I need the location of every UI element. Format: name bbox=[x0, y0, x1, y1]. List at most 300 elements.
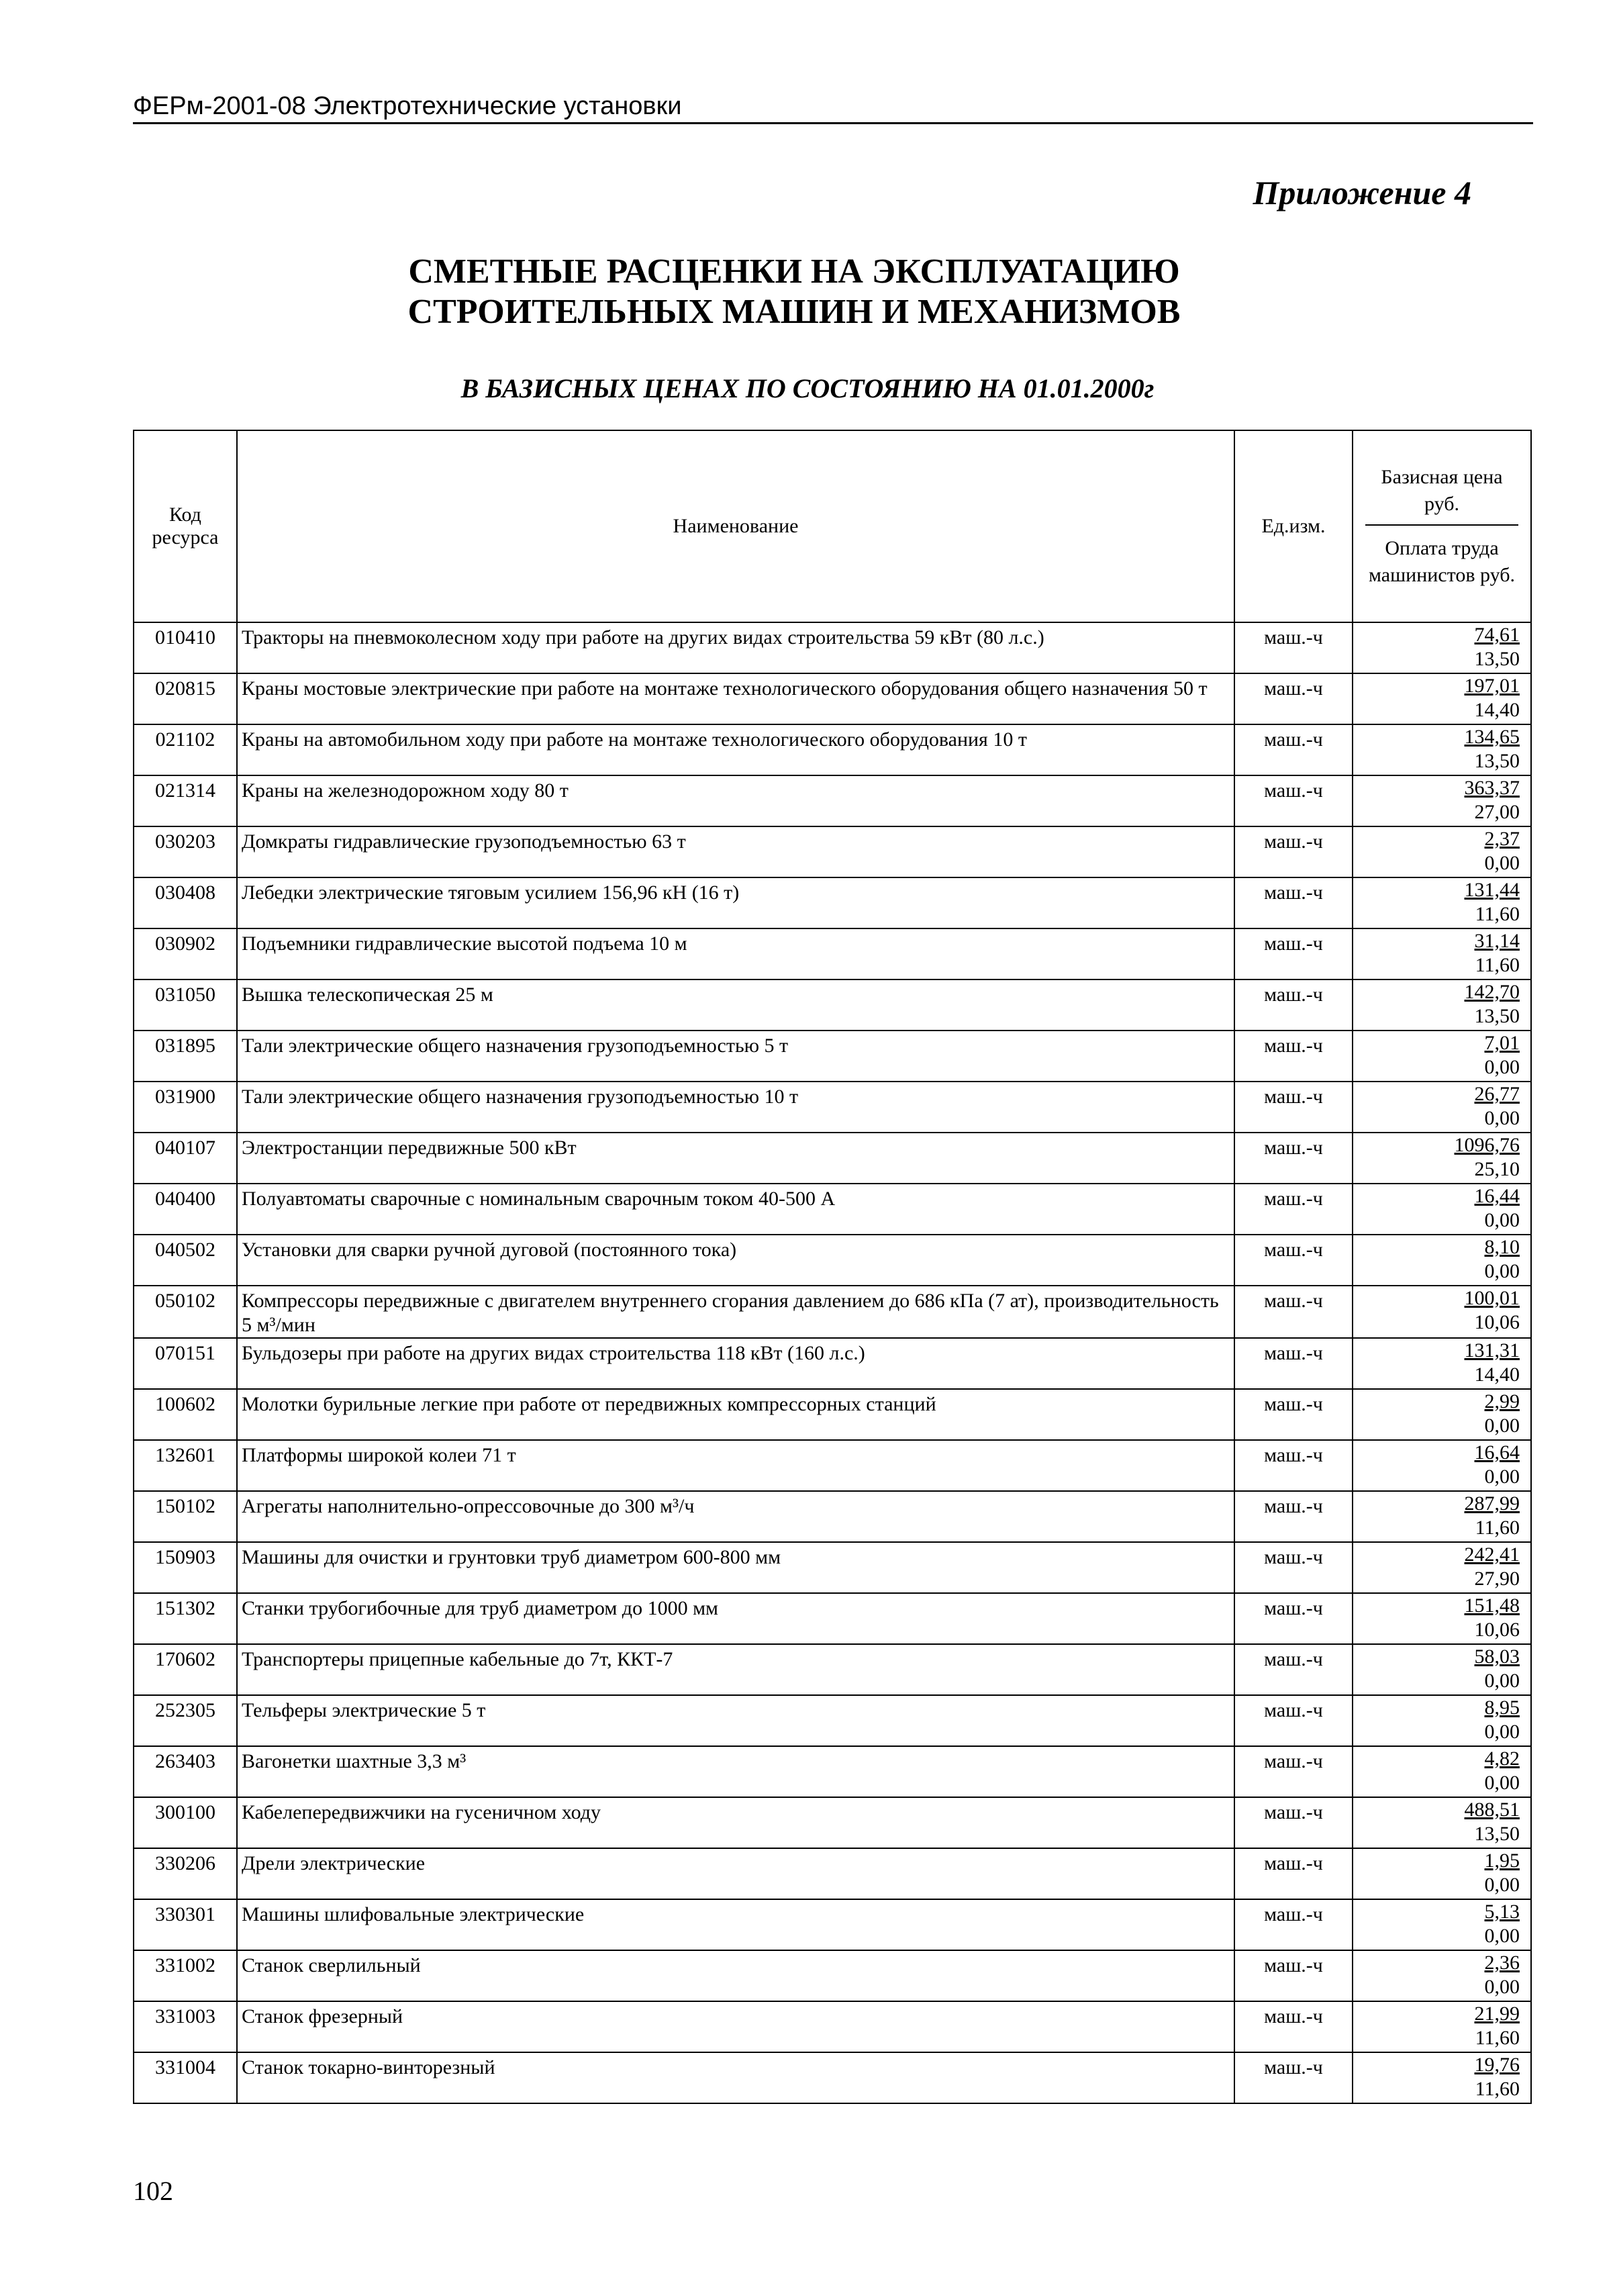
resource-code: 132601 bbox=[155, 1444, 215, 1466]
resource-code: 040400 bbox=[155, 1188, 215, 1210]
operator-wage: 10,06 bbox=[1474, 1311, 1520, 1333]
operator-wage: 11,60 bbox=[1475, 903, 1520, 925]
resource-name-cell bbox=[237, 1389, 1234, 1440]
resource-name: Платформы широкой колеи 71 т bbox=[242, 1444, 516, 1466]
price-cell bbox=[1353, 1899, 1531, 1950]
price-cell bbox=[1353, 775, 1531, 826]
resource-code: 010410 bbox=[155, 626, 215, 649]
resource-name: Тракторы на пневмоколесном ходу при работе на других видах строительства 59 кВт (80 л.с.) bbox=[242, 626, 1044, 649]
unit: маш.-ч bbox=[1264, 2056, 1323, 2078]
operator-wage: 14,40 bbox=[1474, 1364, 1520, 1386]
resource-name: Станок фрезерный bbox=[242, 2005, 403, 2027]
unit-cell bbox=[1234, 1031, 1353, 1082]
resource-name: Подъемники гидравлические высотой подъема 10 м bbox=[242, 932, 687, 955]
unit: маш.-ч bbox=[1264, 1699, 1323, 1721]
resource-code-cell bbox=[134, 1082, 237, 1133]
unit: маш.-ч bbox=[1264, 1444, 1323, 1466]
unit-cell bbox=[1234, 1133, 1353, 1184]
resource-code-cell bbox=[134, 622, 237, 673]
resource-code-cell bbox=[134, 673, 237, 724]
resource-code: 030203 bbox=[155, 830, 215, 853]
unit-cell bbox=[1234, 1746, 1353, 1797]
unit: маш.-ч bbox=[1264, 1137, 1323, 1159]
resource-code-cell bbox=[134, 1235, 237, 1286]
price-cell bbox=[1353, 1695, 1531, 1746]
resource-name: Дрели электрические bbox=[242, 1852, 426, 1874]
resource-name-cell bbox=[237, 724, 1234, 775]
resource-name-cell bbox=[237, 877, 1234, 928]
resource-name-cell bbox=[237, 1593, 1234, 1644]
resource-code-cell bbox=[134, 1695, 237, 1746]
resource-code-cell bbox=[134, 1133, 237, 1184]
resource-name-cell bbox=[237, 1746, 1234, 1797]
price-cell bbox=[1353, 1235, 1531, 1286]
unit: маш.-ч bbox=[1264, 1290, 1323, 1312]
table-row bbox=[134, 2001, 1531, 2052]
operator-wage: 13,50 bbox=[1474, 1005, 1520, 1027]
resource-code-cell bbox=[134, 1848, 237, 1899]
unit-cell bbox=[1234, 673, 1353, 724]
table-row bbox=[134, 673, 1531, 724]
resource-code-cell bbox=[134, 826, 237, 877]
rates-table bbox=[133, 430, 1532, 2104]
resource-name-cell bbox=[237, 1133, 1234, 1184]
resource-code-cell bbox=[134, 877, 237, 928]
header-unit: Ед.изм. bbox=[1234, 430, 1353, 622]
resource-name-cell bbox=[237, 1797, 1234, 1848]
base-price: 31,14 bbox=[1474, 930, 1520, 952]
resource-name-cell bbox=[237, 1491, 1234, 1542]
operator-wage: 13,50 bbox=[1474, 1823, 1520, 1845]
resource-code-cell bbox=[134, 2001, 237, 2052]
operator-wage: 11,60 bbox=[1475, 1517, 1520, 1539]
unit: маш.-ч bbox=[1264, 881, 1323, 904]
resource-code: 030408 bbox=[155, 881, 215, 904]
operator-wage: 0,00 bbox=[1484, 1260, 1520, 1282]
resource-name: Станок сверлильный bbox=[242, 1954, 421, 1976]
resource-code-cell bbox=[134, 1746, 237, 1797]
unit: маш.-ч bbox=[1264, 1903, 1323, 1925]
title-line-1: СМЕТНЫЕ РАСЦЕНКИ НА ЭКСПЛУАТАЦИЮ bbox=[408, 252, 1180, 291]
table-row bbox=[134, 724, 1531, 775]
resource-name-cell bbox=[237, 2052, 1234, 2103]
resource-code: 330206 bbox=[155, 1852, 215, 1874]
price-cell bbox=[1353, 2052, 1531, 2103]
base-price: 8,95 bbox=[1484, 1696, 1520, 1719]
price-cell bbox=[1353, 1031, 1531, 1082]
appendix-label: Приложение 4 bbox=[1253, 174, 1471, 211]
table-row bbox=[134, 1082, 1531, 1133]
unit-cell bbox=[1234, 877, 1353, 928]
header-wage: Оплата труда машинистов руб. bbox=[1368, 537, 1516, 586]
resource-code: 031900 bbox=[155, 1086, 215, 1108]
resource-code-cell bbox=[134, 1031, 237, 1082]
resource-name-cell bbox=[237, 1286, 1234, 1338]
table-row bbox=[134, 2052, 1531, 2103]
price-cell bbox=[1353, 1746, 1531, 1797]
operator-wage: 10,06 bbox=[1474, 1619, 1520, 1641]
operator-wage: 0,00 bbox=[1484, 1209, 1520, 1231]
resource-code: 040107 bbox=[155, 1137, 215, 1159]
resource-code-cell bbox=[134, 1286, 237, 1338]
operator-wage: 11,60 bbox=[1475, 954, 1520, 976]
base-price: 131,44 bbox=[1464, 879, 1520, 901]
price-cell bbox=[1353, 724, 1531, 775]
resource-name-cell bbox=[237, 1542, 1234, 1593]
unit-cell bbox=[1234, 1389, 1353, 1440]
base-price: 2,37 bbox=[1484, 828, 1520, 850]
unit-cell bbox=[1234, 724, 1353, 775]
unit-cell bbox=[1234, 1797, 1353, 1848]
unit: маш.-ч bbox=[1264, 1086, 1323, 1108]
price-cell bbox=[1353, 1440, 1531, 1491]
operator-wage: 0,00 bbox=[1484, 1670, 1520, 1692]
unit: маш.-ч bbox=[1264, 677, 1323, 700]
base-price: 134,65 bbox=[1464, 726, 1520, 748]
operator-wage: 14,40 bbox=[1474, 699, 1520, 721]
table-row bbox=[134, 1184, 1531, 1235]
base-price: 4,82 bbox=[1484, 1748, 1520, 1770]
price-cell bbox=[1353, 979, 1531, 1031]
unit: маш.-ч bbox=[1264, 984, 1323, 1006]
base-price: 1096,76 bbox=[1454, 1134, 1520, 1156]
unit-cell bbox=[1234, 1286, 1353, 1338]
unit: маш.-ч bbox=[1264, 932, 1323, 955]
operator-wage: 13,50 bbox=[1474, 750, 1520, 772]
table-row bbox=[134, 1644, 1531, 1695]
unit: маш.-ч bbox=[1264, 1801, 1323, 1823]
resource-name: Вышка телескопическая 25 м bbox=[242, 984, 493, 1006]
resource-name-cell bbox=[237, 1695, 1234, 1746]
unit-cell bbox=[1234, 1235, 1353, 1286]
base-price: 5,13 bbox=[1484, 1901, 1520, 1923]
table-row bbox=[134, 826, 1531, 877]
resource-code: 170602 bbox=[155, 1648, 215, 1670]
unit-cell bbox=[1234, 826, 1353, 877]
resource-code-cell bbox=[134, 1440, 237, 1491]
table-row bbox=[134, 1133, 1531, 1184]
table-row bbox=[134, 877, 1531, 928]
unit: маш.-ч bbox=[1264, 1954, 1323, 1976]
price-cell bbox=[1353, 1491, 1531, 1542]
unit: маш.-ч bbox=[1264, 1342, 1323, 1364]
price-cell bbox=[1353, 1848, 1531, 1899]
table-row bbox=[134, 1389, 1531, 1440]
base-price: 19,76 bbox=[1474, 2054, 1520, 2076]
price-cell bbox=[1353, 1644, 1531, 1695]
unit-cell bbox=[1234, 1082, 1353, 1133]
table-row bbox=[134, 1440, 1531, 1491]
resource-code: 263403 bbox=[155, 1750, 215, 1772]
base-price: 131,31 bbox=[1464, 1339, 1520, 1361]
resource-name: Транспортеры прицепные кабельные до 7т, ККТ-7 bbox=[242, 1648, 673, 1670]
resource-name-cell bbox=[237, 979, 1234, 1031]
resource-name-cell bbox=[237, 2001, 1234, 2052]
unit-cell bbox=[1234, 622, 1353, 673]
base-price: 151,48 bbox=[1464, 1594, 1520, 1617]
table-row bbox=[134, 775, 1531, 826]
operator-wage: 27,00 bbox=[1474, 801, 1520, 823]
price-cell bbox=[1353, 877, 1531, 928]
unit-cell bbox=[1234, 1848, 1353, 1899]
unit-cell bbox=[1234, 775, 1353, 826]
resource-name: Полуавтоматы сварочные с номинальным сварочным током 40-500 А bbox=[242, 1188, 836, 1210]
unit-cell bbox=[1234, 2052, 1353, 2103]
resource-name: Машины шлифовальные электрические bbox=[242, 1903, 585, 1925]
resource-name-cell bbox=[237, 622, 1234, 673]
table-row bbox=[134, 1338, 1531, 1389]
base-price: 16,44 bbox=[1474, 1185, 1520, 1207]
resource-code-cell bbox=[134, 1491, 237, 1542]
page-number: 102 bbox=[133, 2176, 173, 2206]
unit-cell bbox=[1234, 1593, 1353, 1644]
resource-name: Молотки бурильные легкие при работе от передвижных компрессорных станций bbox=[242, 1393, 936, 1415]
operator-wage: 0,00 bbox=[1484, 1056, 1520, 1078]
resource-code-cell bbox=[134, 775, 237, 826]
operator-wage: 0,00 bbox=[1484, 1466, 1520, 1488]
table-row bbox=[134, 979, 1531, 1031]
operator-wage: 0,00 bbox=[1484, 1415, 1520, 1437]
resource-code: 100602 bbox=[155, 1393, 215, 1415]
subtitle: В БАЗИСНЫХ ЦЕНАХ ПО СОСТОЯНИЮ НА 01.01.2000г bbox=[460, 373, 1155, 403]
resource-code: 040502 bbox=[155, 1239, 215, 1261]
resource-code: 031895 bbox=[155, 1035, 215, 1057]
price-cell bbox=[1353, 1389, 1531, 1440]
resource-name: Кабелепередвижчики на гусеничном ходу bbox=[242, 1801, 601, 1823]
base-price: 2,99 bbox=[1484, 1390, 1520, 1413]
resource-name-cell bbox=[237, 1644, 1234, 1695]
table-row bbox=[134, 1031, 1531, 1082]
resource-name-cell bbox=[237, 826, 1234, 877]
price-cell bbox=[1353, 1184, 1531, 1235]
resource-name: Краны на железнодорожном ходу 80 т bbox=[242, 779, 569, 802]
resource-name: Станки трубогибочные для труб диаметром до 1000 мм bbox=[242, 1597, 719, 1619]
resource-name: Краны на автомобильном ходу при работе на монтаже технологического оборудования 10 т bbox=[242, 728, 1027, 751]
price-cell bbox=[1353, 1133, 1531, 1184]
table-row bbox=[134, 1848, 1531, 1899]
running-header bbox=[133, 87, 1533, 124]
resource-code: 021102 bbox=[155, 728, 215, 751]
resource-name-cell bbox=[237, 1440, 1234, 1491]
base-price: 1,95 bbox=[1484, 1850, 1520, 1872]
resource-name: Тельферы электрические 5 т bbox=[242, 1699, 486, 1721]
base-price: 26,77 bbox=[1474, 1083, 1520, 1105]
header-code: Код ресурса bbox=[134, 430, 237, 622]
resource-code-cell bbox=[134, 1644, 237, 1695]
unit-cell bbox=[1234, 1338, 1353, 1389]
table-header-row bbox=[134, 430, 1531, 622]
unit: маш.-ч bbox=[1264, 1750, 1323, 1772]
price-cell bbox=[1353, 1082, 1531, 1133]
unit: маш.-ч bbox=[1264, 1648, 1323, 1670]
unit-cell bbox=[1234, 1950, 1353, 2001]
base-price: 2,36 bbox=[1484, 1952, 1520, 1974]
base-price: 287,99 bbox=[1464, 1492, 1520, 1515]
operator-wage: 0,00 bbox=[1484, 852, 1520, 874]
price-cell bbox=[1353, 2001, 1531, 2052]
price-cell bbox=[1353, 1542, 1531, 1593]
resource-code: 070151 bbox=[155, 1342, 215, 1364]
unit-cell bbox=[1234, 1899, 1353, 1950]
operator-wage: 0,00 bbox=[1484, 1976, 1520, 1998]
resource-name-cell bbox=[237, 1950, 1234, 2001]
base-price: 7,01 bbox=[1484, 1032, 1520, 1054]
base-price: 242,41 bbox=[1464, 1543, 1520, 1566]
table-row bbox=[134, 1593, 1531, 1644]
resource-code: 300100 bbox=[155, 1801, 215, 1823]
operator-wage: 0,00 bbox=[1484, 1772, 1520, 1794]
header-base-price: Базисная цена руб. bbox=[1365, 464, 1518, 526]
resource-code: 031050 bbox=[155, 984, 215, 1006]
price-cell bbox=[1353, 1286, 1531, 1338]
price-cell bbox=[1353, 622, 1531, 673]
unit: маш.-ч bbox=[1264, 626, 1323, 649]
resource-name: Краны мостовые электрические при работе на монтаже технологического оборудования общего назначения 50 т bbox=[242, 677, 1208, 700]
resource-code: 151302 bbox=[155, 1597, 215, 1619]
unit: маш.-ч bbox=[1264, 1035, 1323, 1057]
operator-wage: 11,60 bbox=[1475, 2027, 1520, 2049]
unit-cell bbox=[1234, 2001, 1353, 2052]
resource-name-cell bbox=[237, 1235, 1234, 1286]
operator-wage: 25,10 bbox=[1474, 1158, 1520, 1180]
resource-code-cell bbox=[134, 1184, 237, 1235]
base-price: 8,10 bbox=[1484, 1236, 1520, 1258]
resource-name: Установки для сварки ручной дуговой (постоянного тока) bbox=[242, 1239, 737, 1261]
header-price bbox=[1353, 430, 1531, 622]
operator-wage: 11,60 bbox=[1475, 2078, 1520, 2100]
operator-wage: 0,00 bbox=[1484, 1107, 1520, 1129]
table-row bbox=[134, 928, 1531, 979]
header-name: Наименование bbox=[237, 430, 1234, 622]
resource-code: 050102 bbox=[155, 1290, 215, 1312]
resource-code: 252305 bbox=[155, 1699, 215, 1721]
resource-name-cell bbox=[237, 775, 1234, 826]
unit: маш.-ч bbox=[1264, 1852, 1323, 1874]
resource-code: 020815 bbox=[155, 677, 215, 700]
unit: маш.-ч bbox=[1264, 1597, 1323, 1619]
resource-name: Домкраты гидравлические грузоподъемностью 63 т bbox=[242, 830, 686, 853]
resource-name: Электростанции передвижные 500 кВт bbox=[242, 1137, 577, 1159]
unit: маш.-ч bbox=[1264, 830, 1323, 853]
resource-code: 150102 bbox=[155, 1495, 215, 1517]
price-cell bbox=[1353, 1797, 1531, 1848]
resource-name-cell bbox=[237, 1184, 1234, 1235]
table-row bbox=[134, 1797, 1531, 1848]
unit: маш.-ч bbox=[1264, 1393, 1323, 1415]
resource-code: 030902 bbox=[155, 932, 215, 955]
base-price: 58,03 bbox=[1474, 1645, 1520, 1668]
base-price: 363,37 bbox=[1464, 777, 1520, 799]
resource-name: Тали электрические общего назначения грузоподъемностью 10 т bbox=[242, 1086, 799, 1108]
unit: маш.-ч bbox=[1264, 1495, 1323, 1517]
resource-name-cell bbox=[237, 928, 1234, 979]
unit-cell bbox=[1234, 979, 1353, 1031]
base-price: 488,51 bbox=[1464, 1799, 1520, 1821]
resource-code-cell bbox=[134, 1593, 237, 1644]
resource-code-cell bbox=[134, 1542, 237, 1593]
price-cell bbox=[1353, 1593, 1531, 1644]
table-row bbox=[134, 1491, 1531, 1542]
resource-name: Агрегаты наполнительно-опрессовочные до 300 м³/ч bbox=[242, 1495, 695, 1517]
operator-wage: 13,50 bbox=[1474, 648, 1520, 670]
resource-code-cell bbox=[134, 1389, 237, 1440]
operator-wage: 0,00 bbox=[1484, 1925, 1520, 1947]
resource-name: Вагонетки шахтные 3,3 м³ bbox=[242, 1750, 467, 1772]
resource-code-cell bbox=[134, 928, 237, 979]
unit: маш.-ч bbox=[1264, 1239, 1323, 1261]
resource-name: Станок токарно-винторезный bbox=[242, 2056, 495, 2078]
price-cell bbox=[1353, 673, 1531, 724]
resource-name-cell bbox=[237, 1082, 1234, 1133]
base-price: 142,70 bbox=[1464, 981, 1520, 1003]
table-row bbox=[134, 1542, 1531, 1593]
table-row bbox=[134, 1746, 1531, 1797]
unit: маш.-ч bbox=[1264, 728, 1323, 751]
resource-name-cell bbox=[237, 1848, 1234, 1899]
resource-code-cell bbox=[134, 1950, 237, 2001]
resource-name: Компрессоры передвижные с двигателем внутреннего сгорания давлением до 686 кПа (7 ат), производительность 5 м³/мин bbox=[242, 1290, 1219, 1336]
unit: маш.-ч bbox=[1264, 1546, 1323, 1568]
table-row bbox=[134, 622, 1531, 673]
operator-wage: 0,00 bbox=[1484, 1874, 1520, 1896]
resource-name-cell bbox=[237, 1031, 1234, 1082]
resource-code-cell bbox=[134, 2052, 237, 2103]
resource-name: Машины для очистки и грунтовки труб диаметром 600-800 мм bbox=[242, 1546, 781, 1568]
resource-code: 150903 bbox=[155, 1546, 215, 1568]
resource-name: Тали электрические общего назначения грузоподъемностью 5 т bbox=[242, 1035, 789, 1057]
base-price: 16,64 bbox=[1474, 1441, 1520, 1464]
base-price: 74,61 bbox=[1474, 624, 1520, 646]
operator-wage: 0,00 bbox=[1484, 1721, 1520, 1743]
resource-code-cell bbox=[134, 1797, 237, 1848]
resource-code: 021314 bbox=[155, 779, 215, 802]
table-row bbox=[134, 1899, 1531, 1950]
resource-name-cell bbox=[237, 673, 1234, 724]
table-row bbox=[134, 1950, 1531, 2001]
table-row bbox=[134, 1695, 1531, 1746]
unit: маш.-ч bbox=[1264, 2005, 1323, 2027]
resource-code: 331002 bbox=[155, 1954, 215, 1976]
resource-name-cell bbox=[237, 1899, 1234, 1950]
unit-cell bbox=[1234, 1440, 1353, 1491]
resource-code-cell bbox=[134, 1899, 237, 1950]
resource-code: 331003 bbox=[155, 2005, 215, 2027]
price-cell bbox=[1353, 928, 1531, 979]
unit-cell bbox=[1234, 1542, 1353, 1593]
table-row bbox=[134, 1286, 1531, 1338]
resource-name-cell bbox=[237, 1338, 1234, 1389]
base-price: 100,01 bbox=[1464, 1287, 1520, 1309]
resource-code-cell bbox=[134, 1338, 237, 1389]
unit: маш.-ч bbox=[1264, 779, 1323, 802]
unit-cell bbox=[1234, 928, 1353, 979]
unit-cell bbox=[1234, 1644, 1353, 1695]
unit-cell bbox=[1234, 1695, 1353, 1746]
document-title: ФЕРм-2001-08 Электротехнические установки bbox=[133, 92, 682, 120]
resource-name: Бульдозеры при работе на других видах строительства 118 кВт (160 л.с.) bbox=[242, 1342, 865, 1364]
price-cell bbox=[1353, 1338, 1531, 1389]
base-price: 21,99 bbox=[1474, 2003, 1520, 2025]
price-cell bbox=[1353, 826, 1531, 877]
unit-cell bbox=[1234, 1491, 1353, 1542]
operator-wage: 27,90 bbox=[1474, 1568, 1520, 1590]
unit: маш.-ч bbox=[1264, 1188, 1323, 1210]
resource-code: 330301 bbox=[155, 1903, 215, 1925]
unit-cell bbox=[1234, 1184, 1353, 1235]
resource-code: 331004 bbox=[155, 2056, 215, 2078]
resource-name: Лебедки электрические тяговым усилием 156,96 кН (16 т) bbox=[242, 881, 740, 904]
base-price: 197,01 bbox=[1464, 675, 1520, 697]
